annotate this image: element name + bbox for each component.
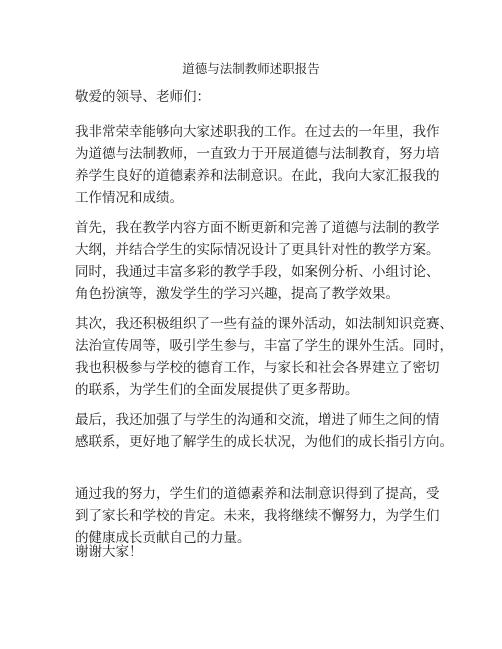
greeting-line: 敬爱的领导、老师们： — [75, 89, 210, 105]
text-line: 通过我的努力，学生们的道德素养和法制意识得到了提高，受 — [75, 486, 440, 502]
document-title: 道德与法制教师述职报告 — [182, 61, 320, 76]
text-line: 到了家长和学校的肯定。未来，我将继续不懈努力，为学生们 — [75, 508, 440, 524]
text-line: 大纲，并结合学生的实际情况设计了更具针对性的教学方案。 — [75, 242, 440, 258]
text-line: 同时，我通过丰富多彩的教学手段，如案例分析、小组讨论、 — [75, 264, 440, 280]
text-line: 其次，我还积极组织了一些有益的课外活动，如法制知识竞赛、 — [75, 316, 453, 332]
text-line: 的联系，为学生们的全面发展提供了更多帮助。 — [75, 382, 359, 398]
paragraph-communication — [75, 409, 453, 453]
paragraph-teaching-content — [75, 217, 440, 305]
text-line: 为道德与法制教师，一直致力于开展道德与法制教育，努力培 — [75, 146, 440, 162]
paragraph-conclusion — [75, 483, 440, 549]
text-line: 我非常荣幸能够向大家述职我的工作。在过去的一年里，我作 — [75, 124, 440, 140]
closing-line: 谢谢大家！ — [75, 544, 143, 560]
text-line: 最后，我还加强了与学生的沟通和交流，增进了师生之间的情 — [75, 412, 440, 428]
text-line: 首先，我在教学内容方面不断更新和完善了道德与法制的教学 — [75, 220, 440, 236]
text-line: 法治宣传周等，吸引学生参与，丰富了学生的课外生活。同时， — [75, 338, 453, 354]
text-line: 我也积极参与学校的德育工作，与家长和社会各界建立了密切 — [75, 360, 440, 376]
text-line: 感联系，更好地了解学生的成长状况，为他们的成长指引方向。 — [75, 434, 453, 450]
paragraph-activities — [75, 313, 453, 401]
text-line: 角色扮演等，激发学生的学习兴趣，提高了教学效果。 — [75, 286, 399, 302]
text-line: 养学生良好的道德素养和法制意识。在此，我向大家汇报我的 — [75, 168, 440, 184]
paragraph-intro — [75, 121, 440, 209]
text-line: 工作情况和成绩。 — [75, 190, 183, 206]
text-line: 的健康成长贡献自己的力量。 — [75, 530, 251, 546]
